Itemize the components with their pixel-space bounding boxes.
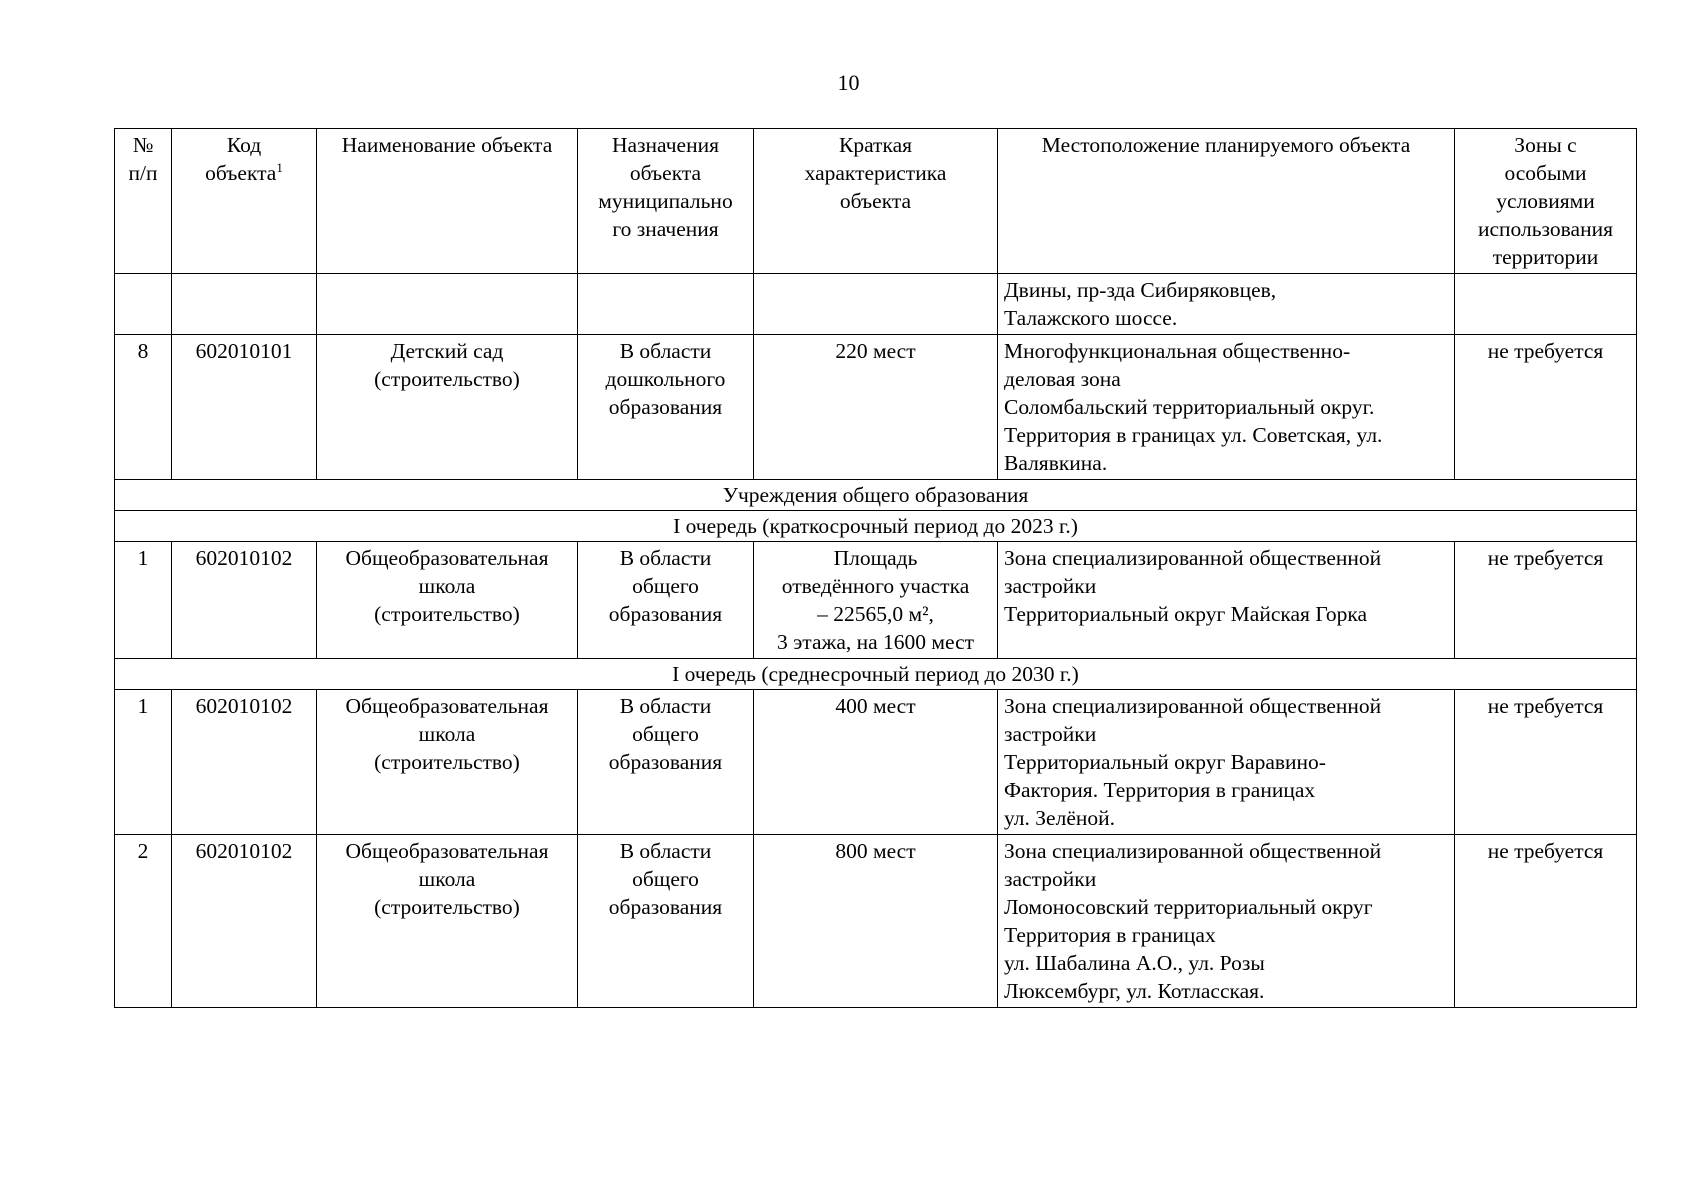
cell-characteristic — [754, 274, 998, 335]
header-number: № п/п — [115, 129, 172, 274]
cell-location: Многофункциональная общественно- деловая зона Соломбальский территориальный округ. Территория в границах ул. Советская, ул. Валявкина. — [998, 335, 1455, 480]
cell-purpose: В области общего образования — [578, 835, 754, 1008]
cell-number: 2 — [115, 835, 172, 1008]
table-row — [115, 690, 1637, 835]
cell-number: 1 — [115, 690, 172, 835]
cell-code: 602010101 — [172, 335, 317, 480]
cell-zones: не требуется — [1455, 335, 1637, 480]
cell-code — [172, 274, 317, 335]
cell-zones — [1455, 274, 1637, 335]
section-heading-general-education: Учреждения общего образования — [115, 480, 1637, 511]
section-heading-row — [115, 659, 1637, 690]
cell-number: 8 — [115, 335, 172, 480]
cell-location: Зона специализированной общественной застройки Территориальный округ Варавино- Фактория. Территория в границах ул. Зелёной. — [998, 690, 1455, 835]
table-row — [115, 542, 1637, 659]
section-heading-row — [115, 511, 1637, 542]
cell-zones: не требуется — [1455, 690, 1637, 835]
footnote-marker: 1 — [276, 160, 283, 175]
cell-number: 1 — [115, 542, 172, 659]
header-code: Код объекта$^1$ — [172, 129, 317, 274]
section-heading-row — [115, 480, 1637, 511]
cell-location: Зона специализированной общественной застройки Ломоносовский территориальный округ Территория в границах ул. Шабалина А.О., ул. Розы Люксембург, ул. Котласская. — [998, 835, 1455, 1008]
cell-purpose: В области общего образования — [578, 542, 754, 659]
table-row — [115, 274, 1637, 335]
page-number: 10 — [837, 70, 860, 95]
header-characteristic: Краткая характеристика объекта — [754, 129, 998, 274]
cell-name: Общеобразовательная школа (строительство) — [317, 542, 578, 659]
cell-location: Зона специализированной общественной застройки Территориальный округ Майская Горка — [998, 542, 1455, 659]
table-row — [115, 835, 1637, 1008]
cell-code: 602010102 — [172, 690, 317, 835]
cell-location: Двины, пр-зда Сибиряковцев, Талажского шоссе. — [998, 274, 1455, 335]
cell-code: 602010102 — [172, 542, 317, 659]
header-name: Наименование объекта — [317, 129, 578, 274]
header-zones: Зоны с особыми условиями использования территории — [1455, 129, 1637, 274]
header-purpose: Назначения объекта муниципально го значения — [578, 129, 754, 274]
section-heading-short-term: I очередь (краткосрочный период до 2023 г.) — [115, 511, 1637, 542]
cell-characteristic: 220 мест — [754, 335, 998, 480]
cell-purpose: В области общего образования — [578, 690, 754, 835]
cell-characteristic: 400 мест — [754, 690, 998, 835]
cell-purpose — [578, 274, 754, 335]
cell-name: Общеобразовательная школа (строительство) — [317, 690, 578, 835]
table-row — [115, 335, 1637, 480]
table-header-row — [115, 129, 1637, 274]
cell-zones: не требуется — [1455, 542, 1637, 659]
cell-code: 602010102 — [172, 835, 317, 1008]
cell-characteristic: 800 мест — [754, 835, 998, 1008]
planned-objects-table — [114, 128, 1637, 1008]
header-location: Местоположение планируемого объекта — [998, 129, 1455, 274]
cell-name: Детский сад (строительство) — [317, 335, 578, 480]
cell-number — [115, 274, 172, 335]
cell-purpose: В области дошкольного образования — [578, 335, 754, 480]
cell-name: Общеобразовательная школа (строительство) — [317, 835, 578, 1008]
cell-name — [317, 274, 578, 335]
cell-zones: не требуется — [1455, 835, 1637, 1008]
cell-characteristic: Площадь отведённого участка – 22565,0 м², 3 этажа, на 1600 мест — [754, 542, 998, 659]
section-heading-mid-term: I очередь (среднесрочный период до 2030 г.) — [115, 659, 1637, 690]
